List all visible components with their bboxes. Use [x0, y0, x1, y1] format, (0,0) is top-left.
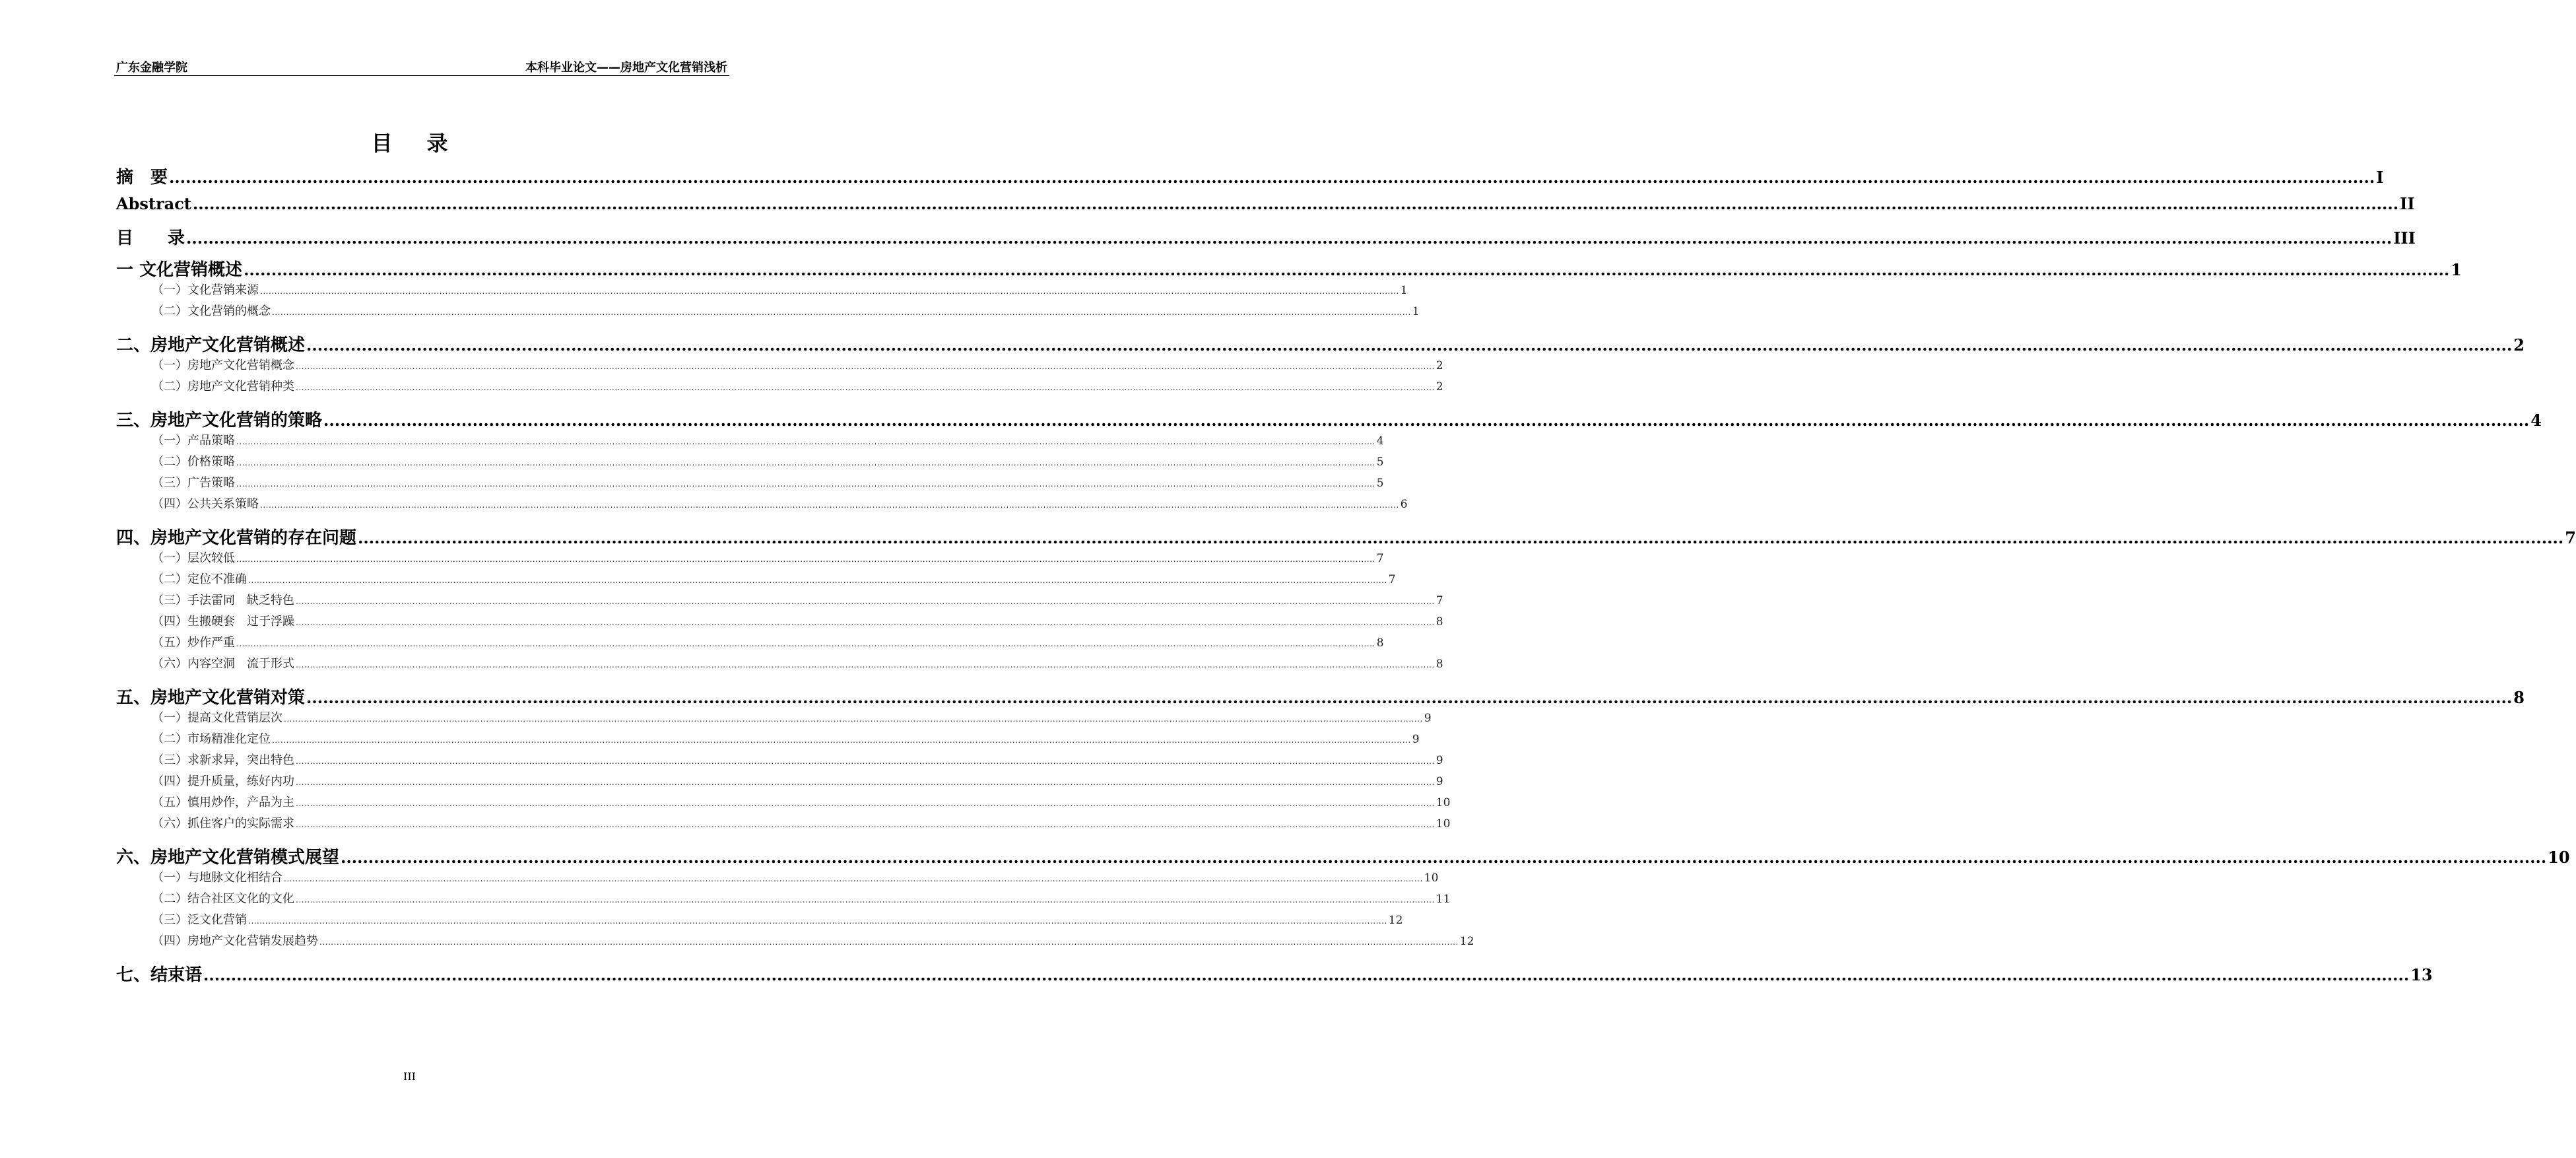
toc-entry-page: 1: [1412, 305, 1420, 318]
toc-entry-page: 7: [1376, 552, 1384, 565]
toc-entry-chapter-1[interactable]: [116, 256, 2462, 280]
toc-dot-leader: ................................................................................................................................................................................................................................................................................................................................................................................................................: [296, 362, 1435, 371]
toc-subentry[interactable]: [152, 751, 1443, 768]
toc-dot-leader: ................................................................................................................................................................................................................................................................................................................................................................................................................: [284, 874, 1423, 883]
toc-entry-page: 7: [2565, 528, 2576, 547]
toc-entry-label: （三）求新求异，突出特色: [152, 753, 294, 767]
toc-entry-page: 8: [2513, 688, 2525, 707]
toc-dot-leader: ................................................................................................................................................................................................................................................................................................................................................................................................................: [296, 383, 1435, 392]
toc-entry-label: Abstract: [116, 194, 191, 213]
toc-entry-page: 8: [1436, 615, 1443, 629]
toc-entry-page: 13: [2410, 965, 2433, 984]
toc-subentry[interactable]: [152, 654, 1443, 671]
toc-subentry[interactable]: [152, 708, 1432, 726]
toc-entry-label: （二）定位不准确: [152, 572, 247, 586]
toc-entry-label: （四）提升质量，练好内功: [152, 774, 294, 788]
toc-entry-abstract-cn[interactable]: [116, 164, 2384, 187]
toc-dot-leader: ................................................................................................................................................................................................................................................................................................................................................................................................................: [296, 799, 1435, 808]
toc-subentry[interactable]: [152, 452, 1384, 469]
toc-entry-label: （二）房地产文化营销种类: [152, 380, 294, 393]
toc-entry-page: 5: [1376, 456, 1384, 469]
toc-subentry[interactable]: [152, 431, 1384, 448]
toc-entry-page: 10: [1424, 871, 1439, 885]
toc-subentry[interactable]: [152, 889, 1451, 906]
toc-dot-leader: ................................................................................................................................................................................................................................................................................................................................................................................................................: [192, 194, 2399, 213]
toc-subentry[interactable]: [152, 281, 1408, 298]
toc-entry-label: （一）产品策略: [152, 434, 235, 448]
toc-entry-label: （五）炒作严重: [152, 636, 235, 650]
toc-subentry[interactable]: [152, 377, 1443, 394]
toc-dot-leader: ................................................................................................................................................................................................................................................................................................................................................................................................................: [260, 500, 1399, 510]
toc-entry-page: 10: [2548, 848, 2570, 867]
toc-subentry[interactable]: [152, 549, 1384, 566]
toc-dot-leader: ................................................................................................................................................................................................................................................................................................................................................................................................................: [236, 639, 1375, 648]
toc-subentry[interactable]: [152, 932, 1474, 949]
toc-entry-page: 9: [1436, 775, 1443, 788]
toc-entry-page: 1: [2451, 260, 2462, 279]
toc-entry-label: （二）文化营销的概念: [152, 304, 271, 318]
toc-entry-label: （五）慎用炒作，产品为主: [152, 796, 294, 809]
toc-dot-leader: ................................................................................................................................................................................................................................................................................................................................................................................................................: [260, 287, 1399, 296]
toc-entry-label: （二）价格策略: [152, 455, 235, 469]
toc-entry-label: （一）房地产文化营销概念: [152, 358, 294, 372]
toc-entry-label: （一）与地脉文化相结合: [152, 871, 282, 885]
toc-dot-leader: ................................................................................................................................................................................................................................................................................................................................................................................................................: [296, 660, 1435, 669]
toc-entry-chapter-6[interactable]: [116, 844, 2570, 868]
toc-entry-label: （四）房地产文化营销发展趋势: [152, 934, 318, 948]
toc-dot-leader: ................................................................................................................................................................................................................................................................................................................................................................................................................: [169, 168, 2375, 187]
toc-dot-leader: ................................................................................................................................................................................................................................................................................................................................................................................................................: [296, 597, 1435, 606]
toc-entry-abstract-en[interactable]: [116, 194, 2415, 218]
toc-entry-label: 一 文化营销概述: [116, 260, 243, 280]
toc-dot-leader: ................................................................................................................................................................................................................................................................................................................................................................................................................: [236, 555, 1375, 564]
toc-subentry[interactable]: [152, 494, 1408, 512]
toc-subentry[interactable]: [152, 356, 1443, 373]
toc-entry-page: 12: [1459, 935, 1474, 948]
toc-entry-page: 7: [1388, 573, 1396, 586]
toc-dot-leader: ................................................................................................................................................................................................................................................................................................................................................................................................................: [296, 618, 1435, 627]
toc-subentry[interactable]: [152, 612, 1443, 629]
toc-entry-chapter-3[interactable]: [116, 407, 2542, 430]
toc-entry-page: 10: [1436, 817, 1451, 831]
toc-entry-page: 10: [1436, 796, 1451, 809]
toc-entry-page: 9: [1436, 754, 1443, 767]
toc-subentry[interactable]: [152, 910, 1403, 928]
toc-subentry[interactable]: [152, 473, 1384, 491]
toc-dot-leader: ................................................................................................................................................................................................................................................................................................................................................................................................................: [248, 576, 1387, 585]
toc-subentry[interactable]: [152, 591, 1443, 608]
toc-entry-label: 三、房地产文化营销的策略: [116, 411, 323, 430]
page-title: 目录: [371, 131, 482, 156]
header-thesis-title: 本科毕业论文——房地产文化营销浅析: [525, 61, 727, 75]
toc-dot-leader: ................................................................................................................................................................................................................................................................................................................................................................................................................: [236, 479, 1375, 489]
toc-entry-page: 4: [1376, 434, 1384, 448]
toc-entry-label: （二）市场精准化定位: [152, 732, 271, 746]
page-number-footer: III: [403, 1070, 416, 1083]
toc-entry-page: 4: [2530, 411, 2542, 430]
toc-dot-leader: ................................................................................................................................................................................................................................................................................................................................................................................................................: [236, 458, 1375, 467]
toc-dot-leader: ................................................................................................................................................................................................................................................................................................................................................................................................................: [323, 411, 2530, 430]
toc-dot-leader: ................................................................................................................................................................................................................................................................................................................................................................................................................: [341, 848, 2547, 867]
toc-entry-page: 7: [1436, 594, 1443, 607]
toc-entry-label: （一）层次较低: [152, 551, 235, 565]
toc-entry-label: 五、房地产文化营销对策: [116, 688, 306, 708]
toc-entry-label: （四）公共关系策略: [152, 497, 259, 511]
toc-subentry[interactable]: [152, 570, 1396, 587]
toc-entry-label: （一）提高文化营销层次: [152, 711, 282, 725]
toc-entry-label: 摘 要: [116, 168, 168, 187]
toc-subentry[interactable]: [152, 868, 1439, 885]
toc-dot-leader: ................................................................................................................................................................................................................................................................................................................................................................................................................: [306, 335, 2513, 355]
toc-dot-leader: ................................................................................................................................................................................................................................................................................................................................................................................................................: [244, 260, 2450, 279]
toc-subentry[interactable]: [152, 633, 1384, 650]
toc-dot-leader: ................................................................................................................................................................................................................................................................................................................................................................................................................: [296, 778, 1435, 787]
header-institution: 广东金融学院: [116, 61, 187, 75]
toc-subentry[interactable]: [152, 793, 1451, 810]
toc-dot-leader: ................................................................................................................................................................................................................................................................................................................................................................................................................: [272, 735, 1411, 745]
toc-entry-page: 2: [1436, 359, 1443, 372]
toc-subentry[interactable]: [152, 302, 1420, 319]
toc-entry-page: II: [2400, 194, 2415, 213]
toc-entry-label: 七、结束语: [116, 965, 203, 985]
toc-entry-label: （六）抓住客户的实际需求: [152, 817, 294, 831]
toc-entry-label: （三）泛文化营销: [152, 913, 247, 927]
toc-entry-chapter-7[interactable]: [116, 961, 2433, 985]
toc-entry-label: （四）生搬硬套 过于浮躁: [152, 615, 294, 629]
toc-entry-page: 9: [1424, 712, 1432, 725]
toc-entry-page: 8: [1436, 658, 1443, 671]
toc-dot-leader: ................................................................................................................................................................................................................................................................................................................................................................................................................: [296, 757, 1435, 766]
toc-entry-page: 8: [1376, 636, 1384, 650]
toc-entry-page: I: [2376, 168, 2384, 187]
toc-entry-page: 5: [1376, 477, 1384, 490]
toc-entry-page: 6: [1400, 498, 1408, 511]
toc-dot-leader: ................................................................................................................................................................................................................................................................................................................................................................................................................: [296, 895, 1435, 904]
toc-dot-leader: ................................................................................................................................................................................................................................................................................................................................................................................................................: [358, 528, 2564, 547]
toc-entry-contents[interactable]: [116, 224, 2416, 248]
toc-entry-page: 2: [1436, 380, 1443, 393]
toc-subentry[interactable]: [152, 814, 1451, 831]
toc-dot-leader: ................................................................................................................................................................................................................................................................................................................................................................................................................: [296, 820, 1435, 829]
toc-entry-page: 11: [1436, 893, 1451, 906]
toc-entry-page: 12: [1388, 914, 1403, 927]
toc-dot-leader: ................................................................................................................................................................................................................................................................................................................................................................................................................: [236, 437, 1375, 446]
toc-entry-label: （三）手法雷同 缺乏特色: [152, 594, 294, 607]
toc-dot-leader: ................................................................................................................................................................................................................................................................................................................................................................................................................: [272, 308, 1411, 317]
toc-entry-label: （六）内容空洞 流于形式: [152, 657, 294, 671]
toc-entry-label: （一）文化营销来源: [152, 283, 259, 297]
toc-dot-leader: ................................................................................................................................................................................................................................................................................................................................................................................................................: [203, 965, 2410, 984]
toc-dot-leader: ................................................................................................................................................................................................................................................................................................................................................................................................................: [306, 688, 2513, 707]
toc-entry-chapter-4[interactable]: [116, 524, 2576, 548]
toc-subentry[interactable]: [152, 772, 1443, 789]
toc-entry-page: III: [2393, 228, 2416, 248]
toc-entry-label: （三）广告策略: [152, 476, 235, 490]
toc-entry-label: 六、房地产文化营销模式展望: [116, 848, 340, 868]
toc-entry-page: 9: [1412, 733, 1420, 746]
toc-entry-label: 二、房地产文化营销概述: [116, 335, 306, 355]
toc-subentry[interactable]: [152, 730, 1420, 747]
toc-entry-page: 1: [1400, 284, 1408, 297]
toc-entry-chapter-5[interactable]: [116, 684, 2525, 708]
toc-dot-leader: ................................................................................................................................................................................................................................................................................................................................................................................................................: [319, 937, 1459, 947]
toc-entry-label: （二）结合社区文化的文化: [152, 892, 294, 906]
toc-entry-label: 四、房地产文化营销的存在问题: [116, 528, 357, 548]
running-header: [114, 57, 729, 76]
toc-entry-page: 2: [2513, 335, 2525, 355]
toc-entry-chapter-2[interactable]: [116, 331, 2525, 355]
toc-dot-leader: ................................................................................................................................................................................................................................................................................................................................................................................................................: [248, 916, 1387, 926]
toc-entry-label: 目 录: [116, 228, 185, 248]
toc-dot-leader: ................................................................................................................................................................................................................................................................................................................................................................................................................: [186, 228, 2393, 248]
toc-dot-leader: ................................................................................................................................................................................................................................................................................................................................................................................................................: [284, 714, 1423, 724]
